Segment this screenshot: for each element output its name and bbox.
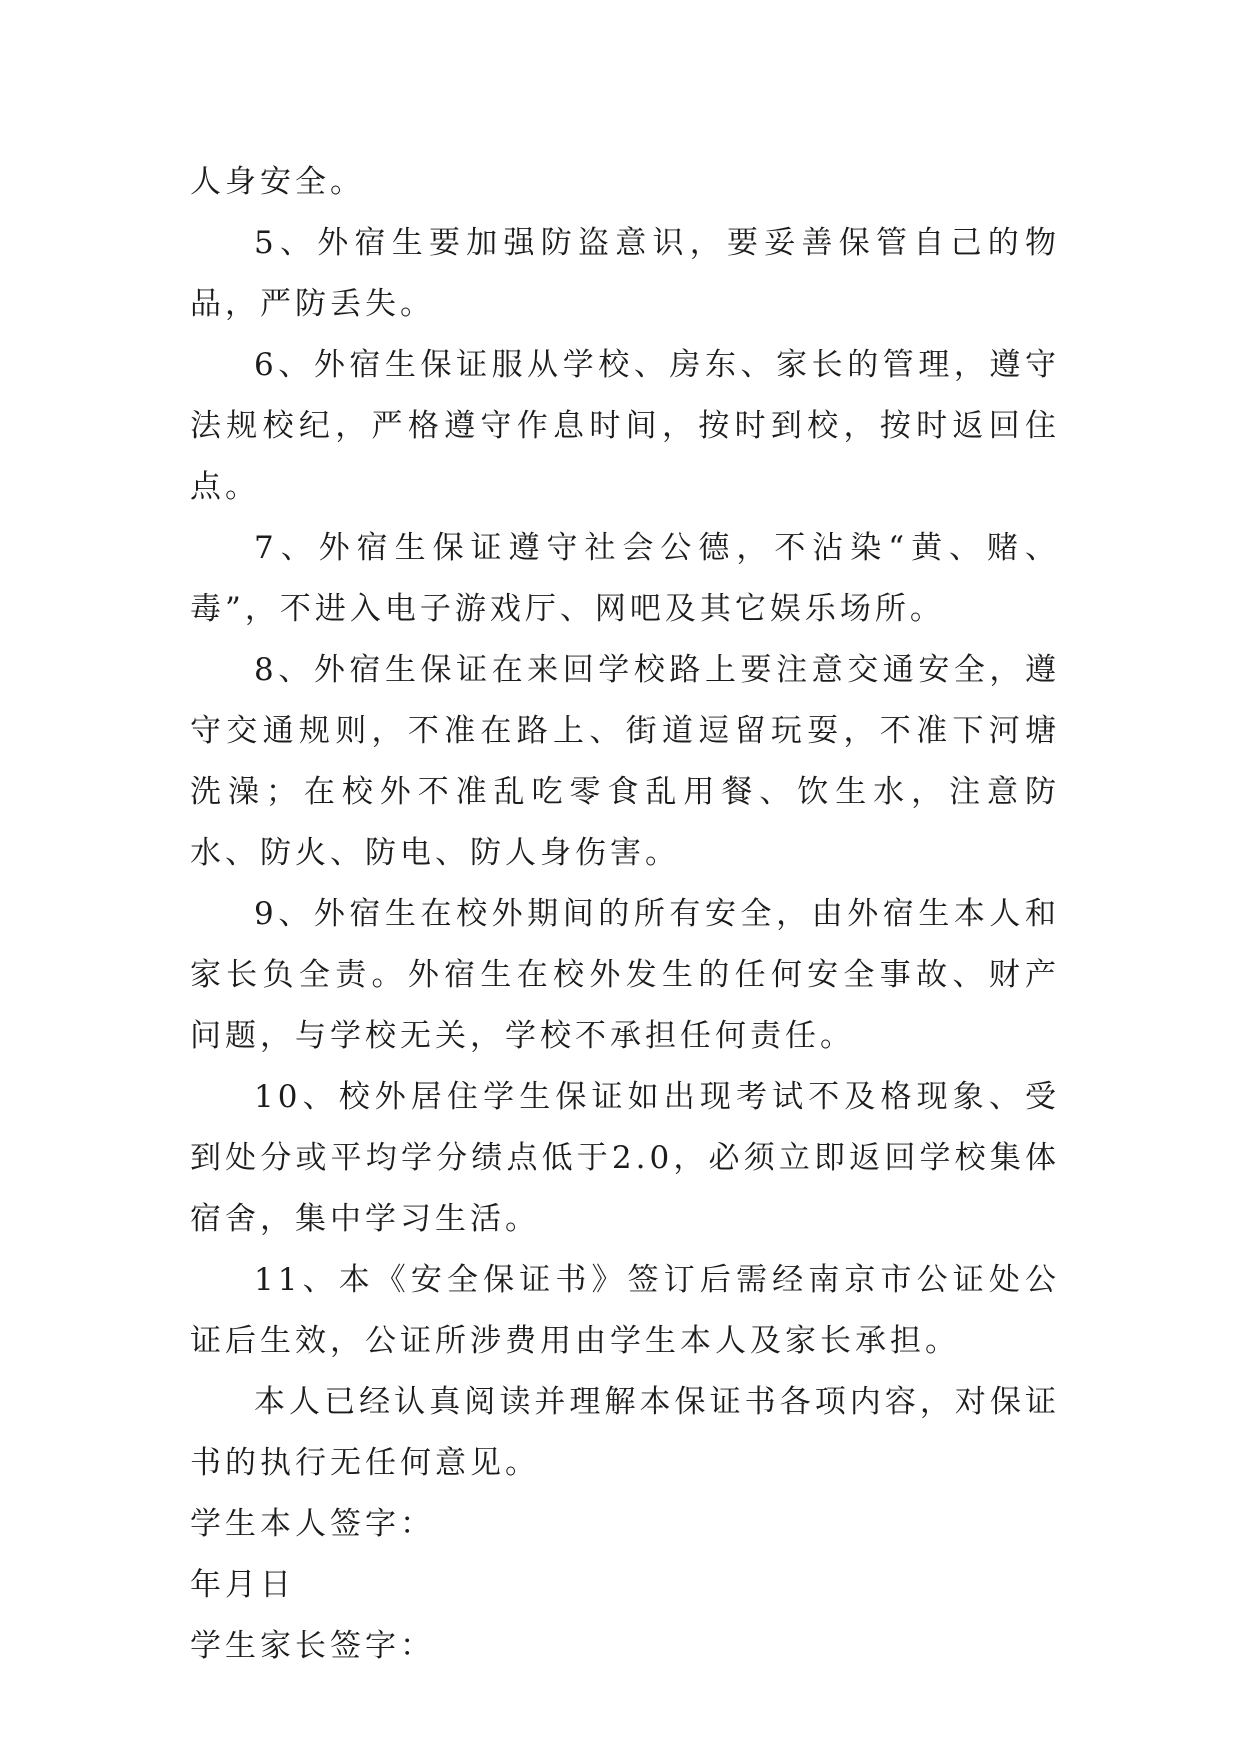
paragraph-continuation: 人身安全。 — [190, 164, 365, 200]
date-label: 年月日 — [190, 1567, 295, 1603]
parent-signature-label: 学生家长签字： — [190, 1628, 435, 1664]
clause-11: 11、本《安全保证书》签订后需经南京市公证处公证后生效，公证所涉费用由学生本人及家长承担。 — [190, 1262, 1060, 1359]
clause-7: 7、外宿生保证遵守社会公德，不沾染“黄、赌、毒”，不进入电子游戏厅、网吧及其它娱乐场所。 — [190, 530, 1060, 627]
clause-6: 6、外宿生保证服从学校、房东、家长的管理，遵守法规校纪，严格遵守作息时间，按时到校，按时返回住点。 — [190, 347, 1060, 505]
clause-10: 10、校外居住学生保证如出现考试不及格现象、受到处分或平均学分绩点低于2.0，必须立即返回学校集体宿舍，集中学习生活。 — [190, 1079, 1060, 1237]
clause-5: 5、外宿生要加强防盗意识，要妥善保管自己的物品，严防丢失。 — [190, 225, 1060, 322]
acknowledgement-paragraph: 本人已经认真阅读并理解本保证书各项内容，对保证书的执行无任何意见。 — [190, 1384, 1060, 1481]
student-signature-label: 学生本人签字： — [190, 1506, 435, 1542]
clause-8: 8、外宿生保证在来回学校路上要注意交通安全，遵守交通规则，不准在路上、街道逗留玩耍，不准下河塘洗澡；在校外不准乱吃零食乱用餐、饮生水，注意防水、防火、防电、防人身伤害。 — [190, 652, 1060, 871]
clause-9: 9、外宿生在校外期间的所有安全，由外宿生本人和家长负全责。外宿生在校外发生的任何安全事故、财产问题，与学校无关，学校不承担任何责任。 — [190, 896, 1060, 1054]
document-body — [190, 152, 1060, 1677]
